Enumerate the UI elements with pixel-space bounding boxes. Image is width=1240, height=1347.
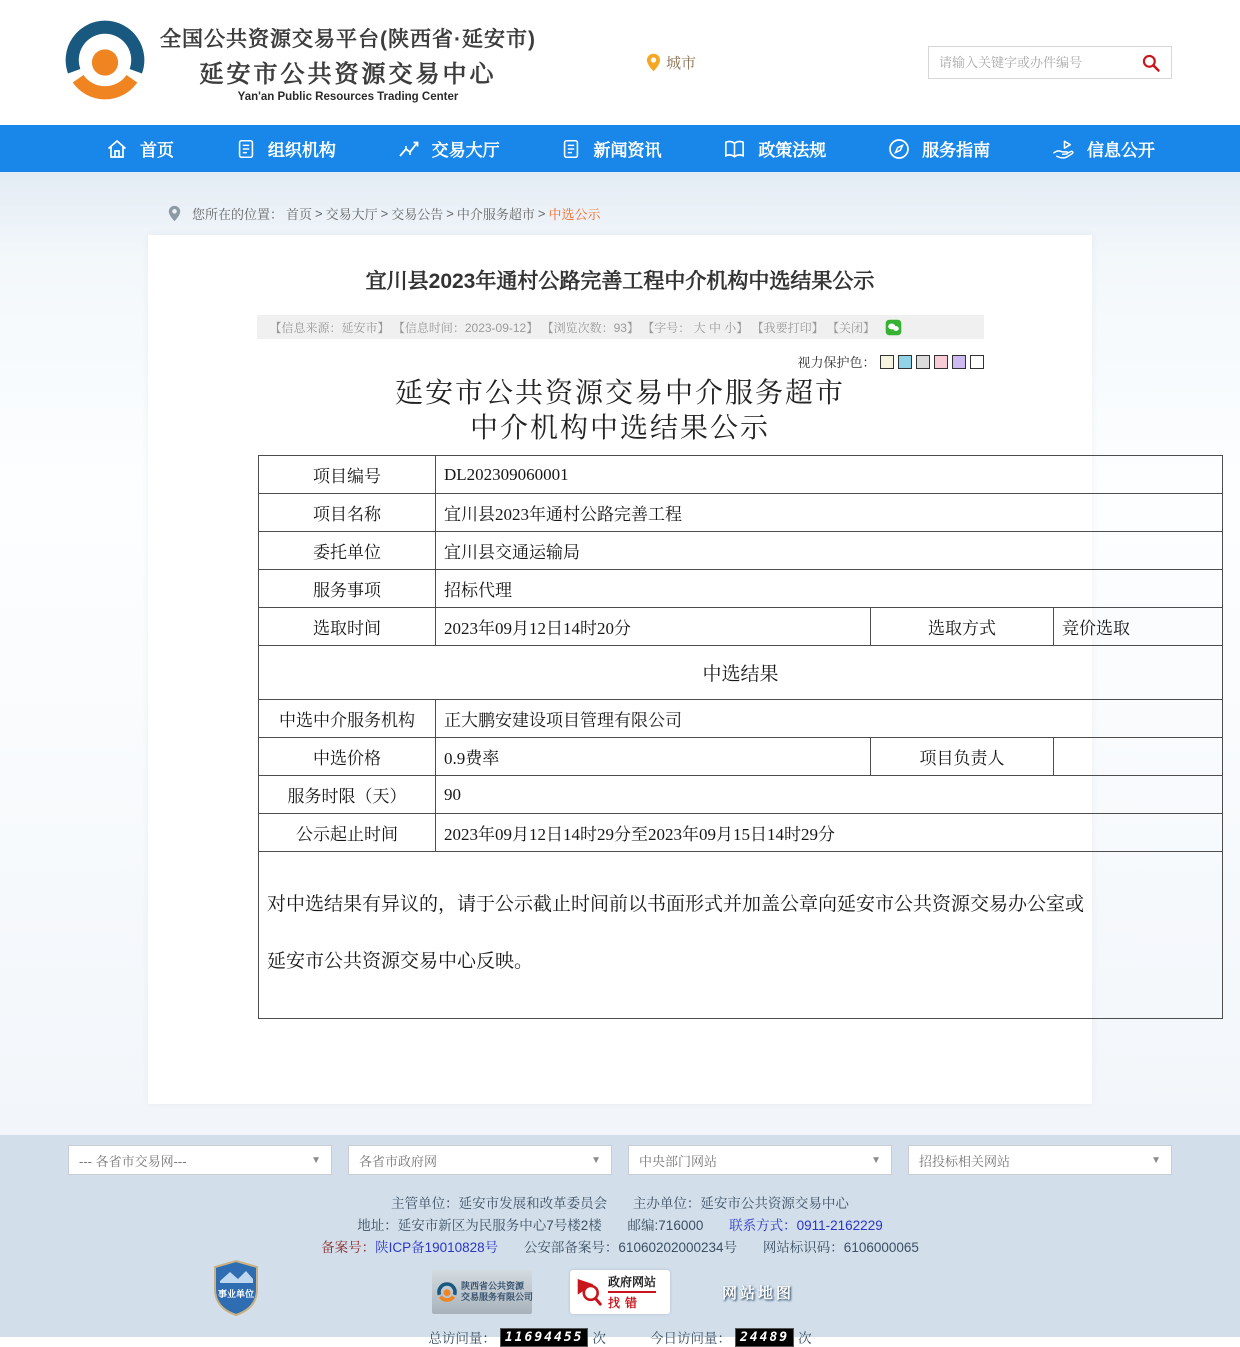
footer-line1	[0, 1193, 1240, 1215]
row-label: 公示起止时间	[259, 814, 436, 852]
nav-item-trading-hall[interactable]	[397, 136, 500, 161]
site-identification-code: 网站标识码：6106000065	[762, 1240, 919, 1255]
sitemap-badge[interactable]: 网站地图	[721, 1284, 794, 1302]
objection-notice-line2: 延安市公共资源交易中心反映。	[267, 951, 534, 972]
friend-links-row	[0, 1145, 1240, 1175]
article-meta-bar	[257, 315, 984, 339]
total-visits-label: 总访问量：	[428, 1331, 496, 1346]
gov-site-error-report-badge[interactable]	[570, 1270, 670, 1314]
icp-number-link[interactable]: 陕ICP备19010828号	[375, 1240, 499, 1255]
meta-font-end: 】	[736, 320, 752, 335]
table-row	[259, 532, 1223, 570]
total-visits	[428, 1327, 606, 1347]
breadcrumb	[168, 204, 1240, 223]
error-finder-magnifier-icon	[576, 1277, 602, 1307]
nav-label: 新闻资讯	[593, 141, 662, 160]
row-value	[1054, 738, 1223, 776]
contact-phone: 联系方式：0911-2162229	[729, 1218, 883, 1233]
table-row	[259, 608, 1223, 646]
share-hand-icon	[1051, 137, 1076, 161]
home-icon	[105, 137, 129, 161]
row-label: 服务时限（天）	[259, 776, 436, 814]
row-value: 宜川县2023年通村公路完善工程	[436, 494, 1223, 532]
row-value: 2023年09月12日14时20分	[436, 608, 871, 646]
city-label: 城市	[665, 55, 696, 72]
logo-icon	[64, 18, 146, 102]
nav-label: 首页	[140, 141, 174, 160]
today-visits-counter: 24489	[735, 1328, 794, 1347]
row-value: 正大鹏安建设项目管理有限公司	[436, 700, 1223, 738]
footer-line2	[0, 1215, 1240, 1237]
nav-label: 交易大厅	[431, 141, 500, 160]
select-trading-sites[interactable]	[68, 1145, 332, 1175]
main-nav	[0, 125, 1240, 172]
organizer-unit: 主办单位：延安市公共资源交易中心	[632, 1196, 849, 1211]
breadcrumb-separator: >	[446, 206, 454, 221]
eye-protection-row	[257, 352, 984, 371]
close-button[interactable]: 【关闭】	[826, 320, 875, 335]
wechat-share-icon[interactable]	[885, 319, 902, 336]
footer-info	[0, 1193, 1240, 1259]
breadcrumb-current: 中选公示	[548, 207, 601, 222]
row-label: 选取方式	[871, 608, 1054, 646]
row-label: 中选中介服务机构	[259, 700, 436, 738]
chevron-down-icon: ▼	[1151, 1154, 1161, 1166]
total-visits-counter: 11694455	[500, 1328, 589, 1347]
postcode: 邮编:716000	[627, 1218, 704, 1233]
row-value: 宜川县交通运输局	[436, 532, 1223, 570]
trend-chart-icon	[397, 137, 421, 161]
eye-color-lavender[interactable]	[952, 355, 966, 369]
select-government-sites[interactable]	[348, 1145, 612, 1175]
nav-item-policies[interactable]	[722, 136, 826, 161]
company-logo-icon	[437, 1282, 457, 1302]
visit-counters	[0, 1327, 1240, 1347]
row-label: 委托单位	[259, 532, 436, 570]
table-row	[259, 776, 1223, 814]
gov-badge-line1: 政府网站	[608, 1273, 656, 1293]
chevron-down-icon: ▼	[591, 1154, 601, 1166]
search-input[interactable]	[939, 55, 1141, 70]
document-title-line2: 中介机构中选结果公示	[469, 413, 770, 444]
table-row	[259, 700, 1223, 738]
nav-label: 服务指南	[922, 141, 991, 160]
public-institution-badge[interactable]	[212, 1259, 260, 1322]
article-title: 宜川县2023年通村公路完善工程中介机构中选结果公示	[365, 270, 875, 293]
breadcrumb-separator: >	[537, 206, 546, 221]
document-icon	[235, 137, 257, 161]
eye-color-pink[interactable]	[934, 355, 948, 369]
document-title	[148, 376, 1092, 446]
today-visits	[650, 1327, 812, 1347]
table-row	[259, 738, 1223, 776]
row-label: 选取时间	[259, 608, 436, 646]
font-size-large-button[interactable]: 大	[693, 320, 709, 335]
nav-item-home[interactable]	[105, 136, 174, 161]
total-visits-unit: 次	[592, 1331, 606, 1346]
row-value: 2023年09月12日14时29分至2023年09月15日14时29分	[436, 814, 1223, 852]
content-card	[148, 235, 1130, 1104]
site-subtitle-en: Yan'an Public Resources Trading Center	[237, 90, 459, 103]
main-area	[0, 172, 1240, 1135]
nav-item-service-guide[interactable]	[887, 136, 990, 161]
breadcrumb-item-home[interactable]: 首页	[286, 207, 313, 222]
site-title: 全国公共资源交易平台(陕西省·延安市)	[160, 27, 536, 51]
row-label: 中选价格	[259, 738, 436, 776]
select-label: 招投标相关网站	[919, 1153, 1011, 1169]
breadcrumb-separator: >	[380, 206, 389, 221]
company-badge-line1: 陕西省公共资源	[461, 1281, 525, 1291]
row-label: 项目名称	[259, 494, 436, 532]
select-central-departments[interactable]	[628, 1145, 892, 1175]
select-label: 各省市政府网	[359, 1153, 438, 1169]
eye-color-white[interactable]	[970, 355, 984, 369]
compass-icon	[887, 137, 911, 161]
company-badge-line2: 交易服务有限公司	[461, 1292, 534, 1302]
row-value: DL202309060001	[436, 456, 1223, 494]
eye-protection-label: 视力保护色：	[797, 355, 876, 370]
shaanxi-trading-company-badge[interactable]	[432, 1270, 532, 1314]
nav-item-info-disclosure[interactable]	[1051, 136, 1155, 161]
print-button[interactable]: 【我要打印】	[751, 320, 827, 335]
site-logo[interactable]	[64, 18, 146, 107]
nav-label: 政策法规	[758, 141, 827, 160]
table-section-header-row	[259, 646, 1223, 700]
result-table	[258, 455, 1223, 1019]
today-visits-label: 今日访问量：	[649, 1331, 731, 1346]
address: 地址：延安市新区为民服务中心7号楼2楼	[357, 1218, 602, 1233]
table-notice-row	[259, 852, 1223, 1019]
row-value: 90	[436, 776, 1223, 814]
nav-label: 组织机构	[267, 141, 336, 160]
meta-time: 【信息时间：2023-09-12】	[392, 320, 542, 335]
nav-item-news[interactable]	[560, 136, 661, 161]
breadcrumb-item-trading-hall[interactable]: 交易大厅	[325, 207, 378, 222]
supervisor-unit: 主管单位：延安市发展和改革委员会	[391, 1196, 608, 1211]
footer-badges	[0, 1267, 1240, 1317]
objection-notice-line1: 对中选结果有异议的，请于公示截止时间前以书面形式并加盖公章向延安市公共资源交易办公室或	[267, 894, 1085, 915]
font-size-small-button[interactable]: 小	[724, 320, 737, 335]
table-row	[259, 570, 1223, 608]
meta-views: 【浏览次数：93】	[541, 320, 643, 335]
table-row	[259, 814, 1223, 852]
nav-label: 信息公开	[1086, 141, 1155, 160]
chevron-down-icon: ▼	[871, 1154, 881, 1166]
breadcrumb-item-announcements[interactable]: 交易公告	[391, 207, 444, 222]
icp-label: 备案号：	[321, 1240, 376, 1255]
search-icon	[1141, 53, 1161, 73]
breadcrumb-item-agency-supermarket[interactable]: 中介服务超市	[456, 207, 535, 222]
chevron-down-icon: ▼	[311, 1154, 321, 1166]
breadcrumb-pin-icon	[168, 205, 181, 222]
today-visits-unit: 次	[798, 1331, 812, 1346]
open-book-icon	[722, 137, 747, 161]
table-row	[259, 456, 1223, 494]
page-footer	[0, 1135, 1240, 1346]
select-bidding-sites[interactable]	[908, 1145, 1172, 1175]
footer-badge-row	[0, 1267, 1240, 1317]
gov-badge-line2: 找错	[608, 1296, 643, 1310]
police-record-number: 公安部备案号：61060202000234号	[523, 1240, 738, 1255]
footer-line3	[0, 1237, 1240, 1259]
row-value: 0.9费率	[436, 738, 871, 776]
site-subtitle: 延安市公共资源交易中心	[199, 60, 497, 88]
search-button[interactable]	[1141, 53, 1161, 73]
row-label: 服务事项	[259, 570, 436, 608]
objection-notice	[259, 852, 1223, 1019]
breadcrumb-prefix: 您所在的位置：	[192, 207, 284, 222]
news-icon	[560, 137, 582, 161]
page-header	[0, 0, 1240, 125]
nav-item-organization[interactable]	[235, 136, 336, 161]
svg-text:事业单位: 事业单位	[217, 1289, 255, 1299]
select-label: 中央部门网站	[639, 1153, 718, 1169]
breadcrumb-separator: >	[315, 206, 323, 221]
select-label: --- 各省市交易网---	[79, 1153, 187, 1169]
row-value: 竞价选取	[1054, 608, 1223, 646]
search-box	[928, 46, 1172, 79]
document-title-line1: 延安市公共资源交易中介服务超市	[394, 378, 845, 409]
city-selector[interactable]	[646, 52, 696, 73]
eye-color-cream[interactable]	[880, 355, 894, 369]
meta-font-label: 【字号：	[642, 320, 694, 335]
eye-color-gray[interactable]	[916, 355, 930, 369]
meta-source: 【信息来源：延安市】	[269, 320, 393, 335]
row-label: 项目负责人	[871, 738, 1054, 776]
result-section-title: 中选结果	[259, 646, 1223, 700]
row-value: 招标代理	[436, 570, 1223, 608]
row-label: 项目编号	[259, 456, 436, 494]
site-brand	[160, 23, 536, 103]
eye-color-blue[interactable]	[898, 355, 912, 369]
table-row	[259, 494, 1223, 532]
font-size-medium-button[interactable]: 中	[708, 320, 725, 335]
location-pin-icon	[646, 53, 661, 72]
